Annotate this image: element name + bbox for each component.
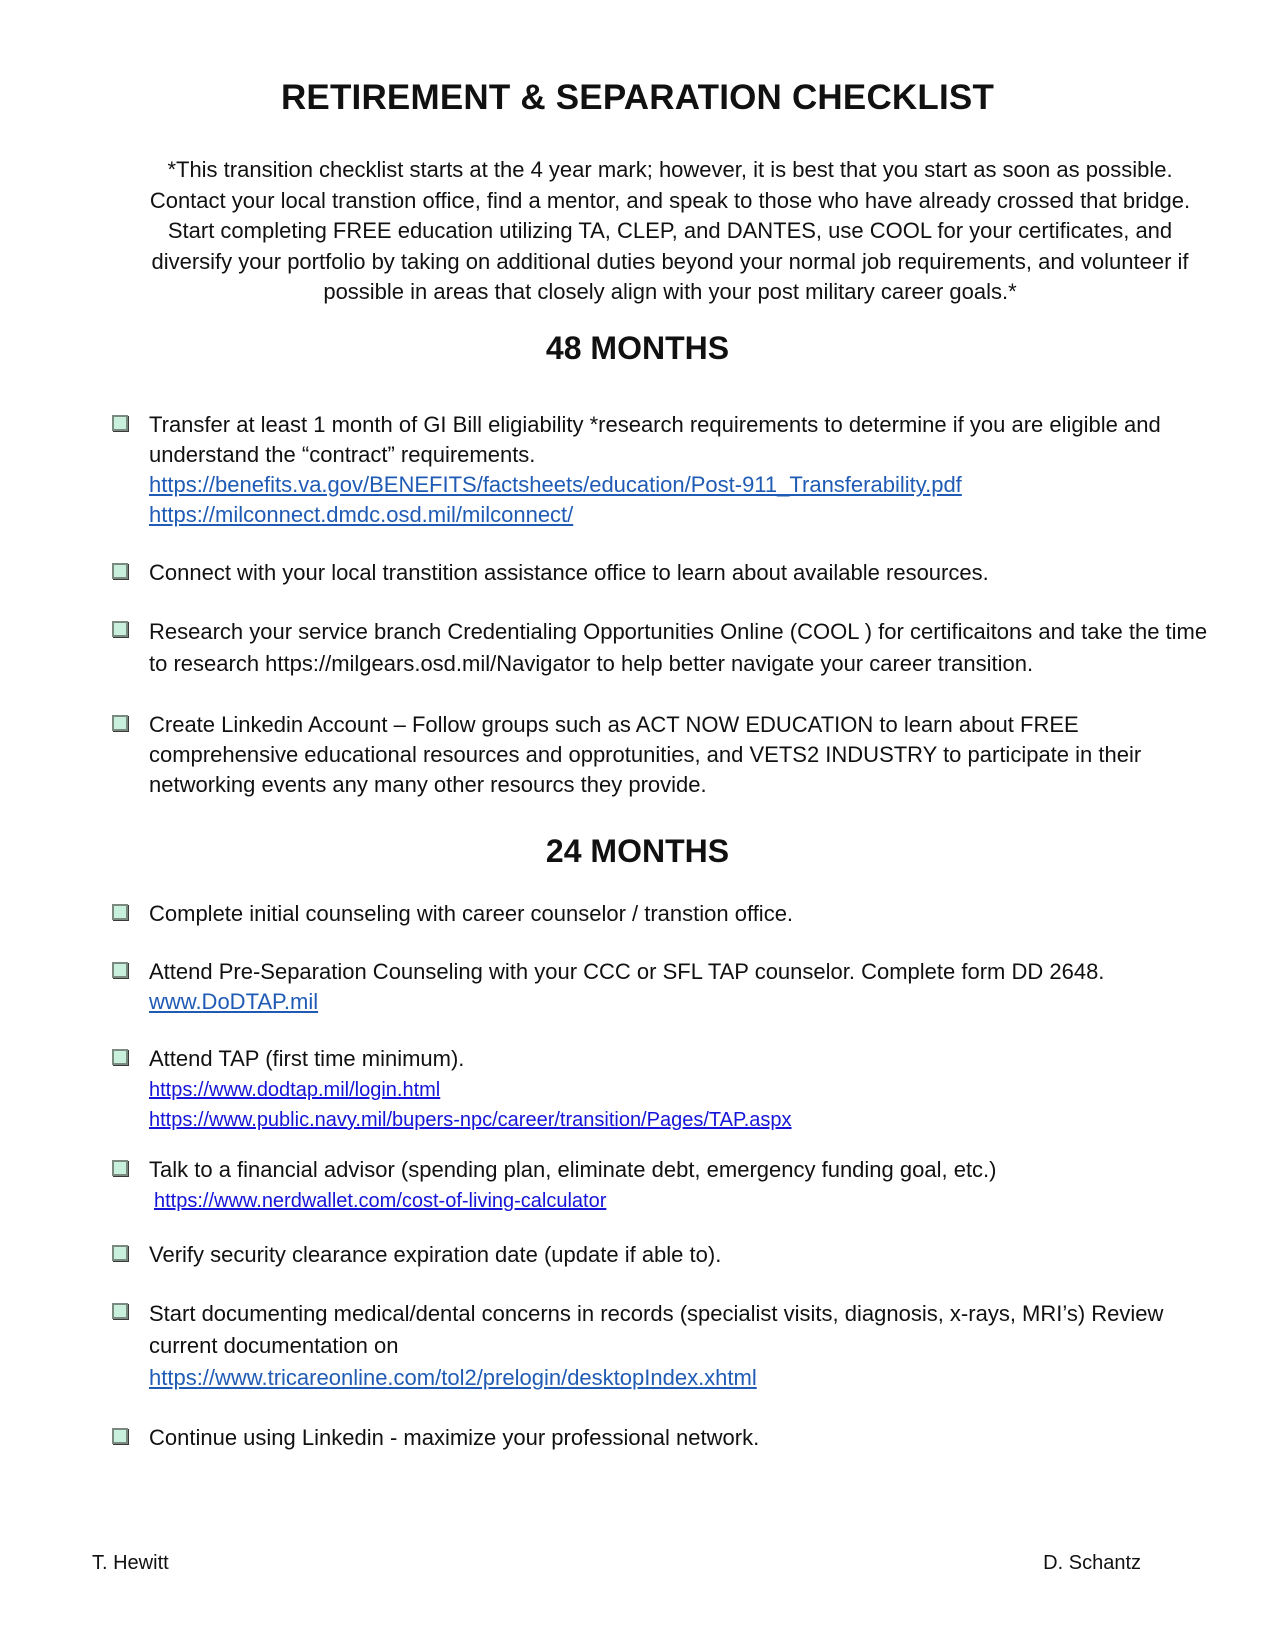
footer-author-right: D. Schantz xyxy=(1043,1552,1141,1574)
item-text: Create Linkedin Account – Follow groups such as ACT NOW EDUCATION to learn about FREE comprehensive educational resources and opprotunities, and VETS2 INDUSTRY to participate in their networking events any many other resourcs they provide. xyxy=(149,712,1142,797)
checkbox[interactable] xyxy=(112,1303,128,1319)
item-text: Talk to a financial advisor (spending plan, eliminate debt, emergency funding goal, etc.) xyxy=(149,1157,997,1182)
item-text: Connect with your local transtition assistance office to learn about available resources. xyxy=(149,560,989,585)
link-gi-bill-factsheet[interactable]: https://benefits.va.gov/BENEFITS/factsheets/education/Post-911_Transferability.pdf xyxy=(149,472,962,497)
link-dodtap-login[interactable]: https://www.dodtap.mil/login.html xyxy=(149,1079,441,1101)
link-dodtap[interactable]: www.DoDTAP.mil xyxy=(149,989,319,1014)
link-navy-tap[interactable]: https://www.public.navy.mil/bupers-npc/career/transition/Pages/TAP.aspx xyxy=(149,1109,792,1131)
checkbox[interactable] xyxy=(112,1049,128,1065)
link-tricare[interactable]: https://www.tricareonline.com/tol2/prelogin/desktopIndex.xhtml xyxy=(149,1365,757,1390)
item-text: Complete initial counseling with career counselor / transtion office. xyxy=(149,901,794,926)
item-text: Research your service branch Credentialing Opportunities Online (COOL ) for certificaitons and take the time to research https://milgears.osd.mil/Navigator to help better navigate your career transition. xyxy=(149,619,1208,676)
checkbox[interactable] xyxy=(112,563,128,579)
checkbox[interactable] xyxy=(112,1160,128,1176)
item-text: Start documenting medical/dental concerns in records (specialist visits, diagnosis, x-rays, MRI’s) Review current documentation on xyxy=(149,1301,1164,1358)
checkbox[interactable] xyxy=(112,621,128,637)
section-heading-48-months: 48 MONTHS xyxy=(545,330,730,366)
link-milconnect[interactable]: https://milconnect.dmdc.osd.mil/milconnect/ xyxy=(149,502,574,527)
checkbox[interactable] xyxy=(112,962,128,978)
item-text: Transfer at least 1 month of GI Bill eligiability *research requirements to determine if you are eligible and understand the “contract” requirements. xyxy=(149,412,1161,467)
checkbox[interactable] xyxy=(112,415,128,431)
section-heading-24-months: 24 MONTHS xyxy=(545,833,730,869)
item-text: Verify security clearance expiration date (update if able to). xyxy=(149,1242,722,1267)
item-text: Attend Pre-Separation Counseling with your CCC or SFL TAP counselor. Complete form DD 2648. xyxy=(149,959,1105,984)
footer-author-left: T. Hewitt xyxy=(92,1552,169,1574)
intro-paragraph: *This transition checklist starts at the 4 year mark; however, it is best that you start as soon as possible. Contact your local transtion office, find a mentor, and speak to those who have already crossed that bridge. Start completing FREE education utilizing TA, CLEP, and DANTES, use COOL for your certificates, and diversify your portfolio by taking on additional duties beyond your normal job requirements, and volunteer if possible in areas that closely align with your post military career goals.* xyxy=(149,157,1191,304)
link-nerdwallet[interactable]: https://www.nerdwallet.com/cost-of-living-calculator xyxy=(154,1190,607,1212)
checkbox[interactable] xyxy=(112,904,128,920)
item-text: Attend TAP (first time minimum). xyxy=(149,1046,465,1071)
checkbox[interactable] xyxy=(112,1245,128,1261)
page-title: RETIREMENT & SEPARATION CHECKLIST xyxy=(280,78,995,117)
checkbox[interactable] xyxy=(112,1428,128,1444)
checkbox[interactable] xyxy=(112,715,128,731)
item-text: Continue using Linkedin - maximize your professional network. xyxy=(149,1425,760,1450)
